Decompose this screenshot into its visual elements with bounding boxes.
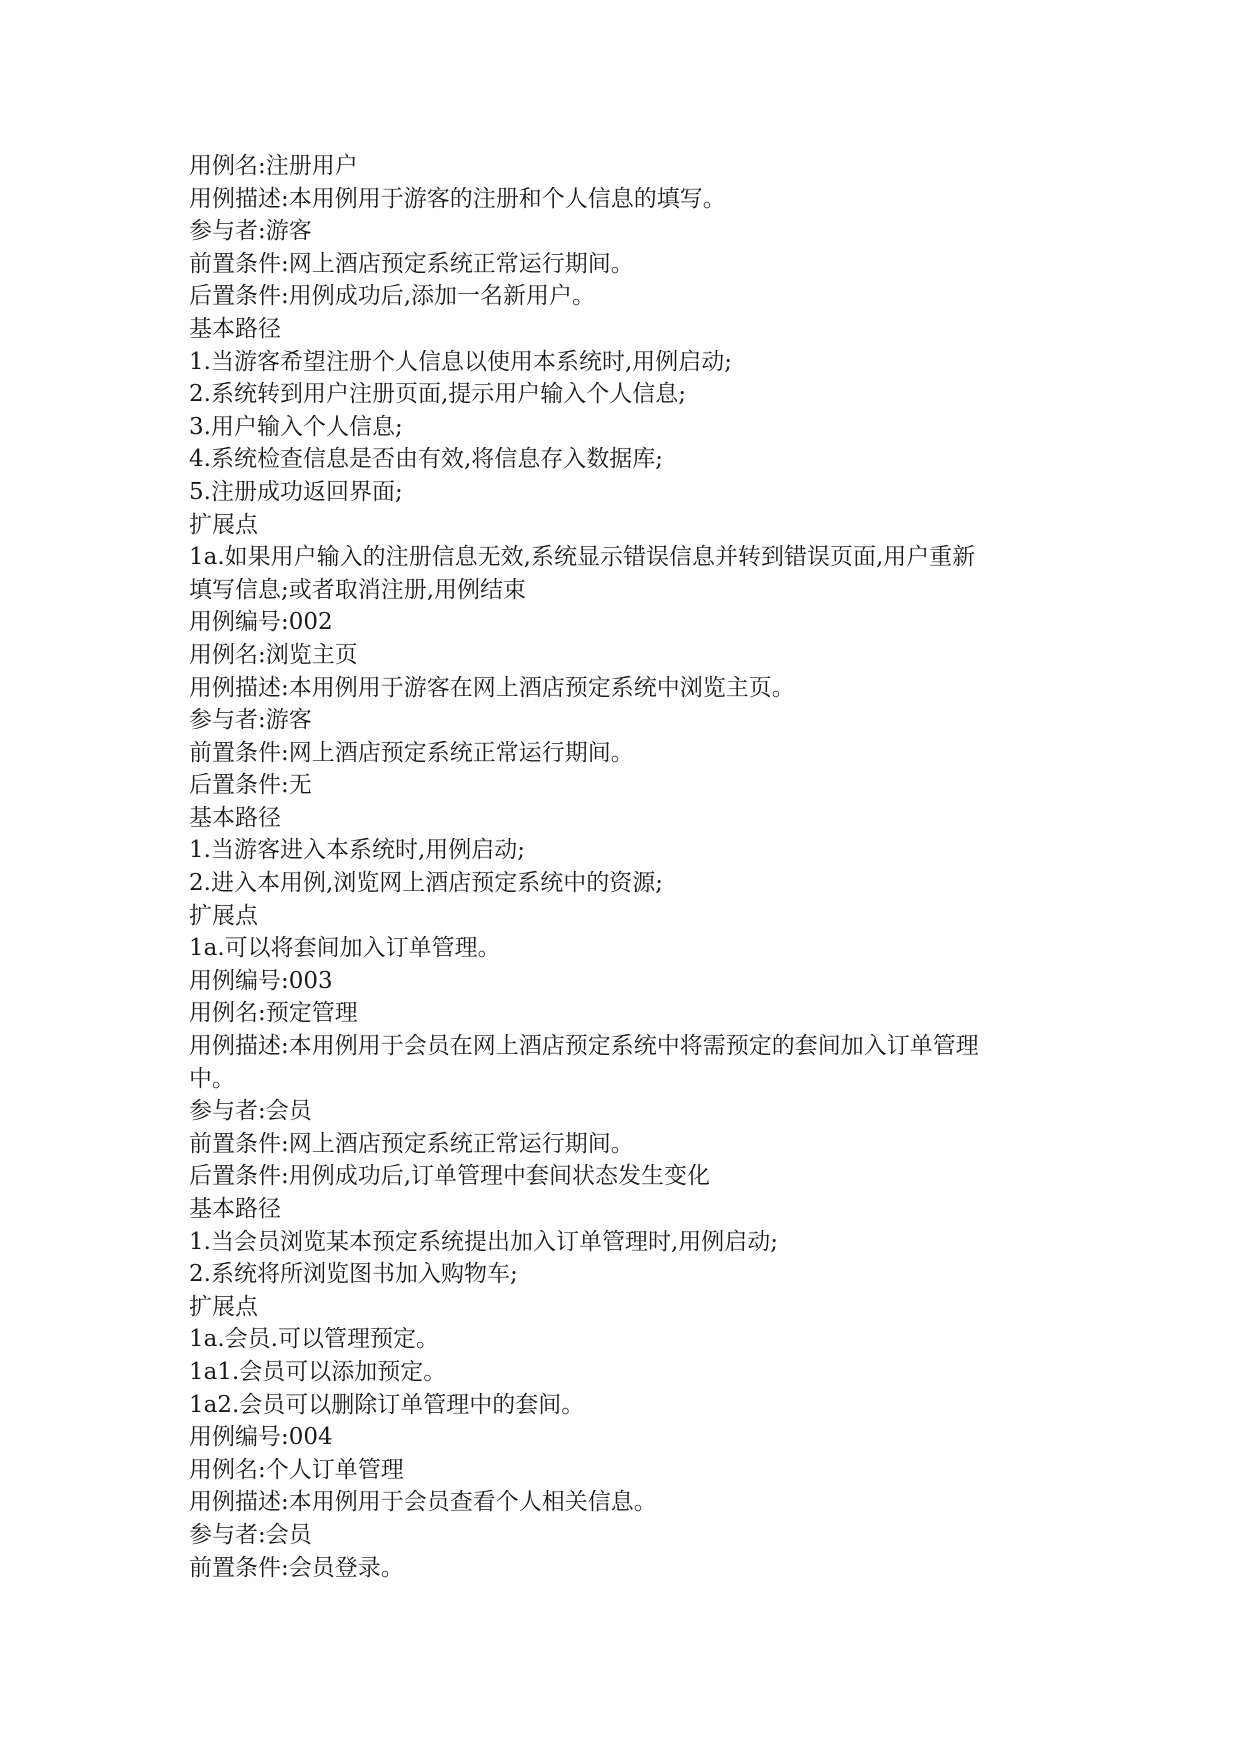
text-line: 1a1.会员可以添加预定。 [189,1358,447,1385]
text-line: 用例名:个人订单管理 [189,1456,404,1483]
text-line: 参与者:会员 [189,1521,312,1548]
text-line: 2.进入本用例,浏览网上酒店预定系统中的资源; [189,870,664,897]
text-line: 5.注册成功返回界面; [189,478,403,505]
text-line: 参与者:会员 [189,1098,312,1125]
text-line: 用例名:注册用户 [189,153,358,179]
section-heading: 基本路径 [189,315,281,342]
text-line: 用例编号:004 [189,1424,333,1451]
text-line: 1.当游客进入本系统时,用例启动; [189,837,526,864]
section-heading: 扩展点 [189,1293,258,1320]
text-line: 前置条件:网上酒店预定系统正常运行期间。 [189,739,634,766]
text-line: 用例编号:002 [189,609,333,636]
section-heading: 扩展点 [189,902,258,929]
text-line: 用例描述:本用例用于会员在网上酒店预定系统中将需预定的套间加入订单管理 [189,1033,979,1060]
text-line: 1a.会员.可以管理预定。 [189,1326,439,1353]
text-line: 中。 [189,1065,235,1092]
text-line: 用例描述:本用例用于会员查看个人相关信息。 [189,1489,657,1516]
text-line: 3.用户输入个人信息; [189,413,403,440]
text-line: 1a.可以将套间加入订单管理。 [189,935,501,962]
text-line: 后置条件:用例成功后,订单管理中套间状态发生变化 [189,1163,711,1190]
text-line: 2.系统将所浏览图书加入购物车; [189,1261,518,1288]
document-body [189,150,1069,1584]
section-heading: 基本路径 [189,804,281,831]
text-line: 1a2.会员可以删除订单管理中的套间。 [189,1391,585,1418]
section-heading: 扩展点 [189,511,258,538]
text-line: 1.当会员浏览某本预定系统提出加入订单管理时,用例启动; [189,1228,779,1255]
text-line: 2.系统转到用户注册页面,提示用户输入个人信息; [189,381,687,408]
text-line: 后置条件:无 [189,772,312,799]
text-line: 前置条件:会员登录。 [189,1554,404,1581]
section-heading: 基本路径 [189,1196,281,1222]
text-line: 用例名:预定管理 [189,1000,358,1027]
text-line: 前置条件:网上酒店预定系统正常运行期间。 [189,1130,634,1157]
text-line: 4.系统检查信息是否由有效,将信息存入数据库; [189,446,664,473]
text-line: 用例编号:003 [189,967,333,994]
text-line: 用例名:浏览主页 [189,641,358,668]
text-line: 参与者:游客 [189,218,312,245]
text-line: 用例描述:本用例用于游客的注册和个人信息的填写。 [189,185,726,212]
text-line: 1a.如果用户输入的注册信息无效,系统显示错误信息并转到错误页面,用户重新 [189,544,976,571]
text-line: 参与者:游客 [189,707,312,734]
text-line: 填写信息;或者取消注册,用例结束 [189,576,527,603]
text-line: 用例描述:本用例用于游客在网上酒店预定系统中浏览主页。 [189,674,795,701]
text-line: 后置条件:用例成功后,添加一名新用户。 [189,283,596,310]
text-line: 1.当游客希望注册个人信息以使用本系统时,用例启动; [189,348,733,375]
text-line: 前置条件:网上酒店预定系统正常运行期间。 [189,250,634,277]
